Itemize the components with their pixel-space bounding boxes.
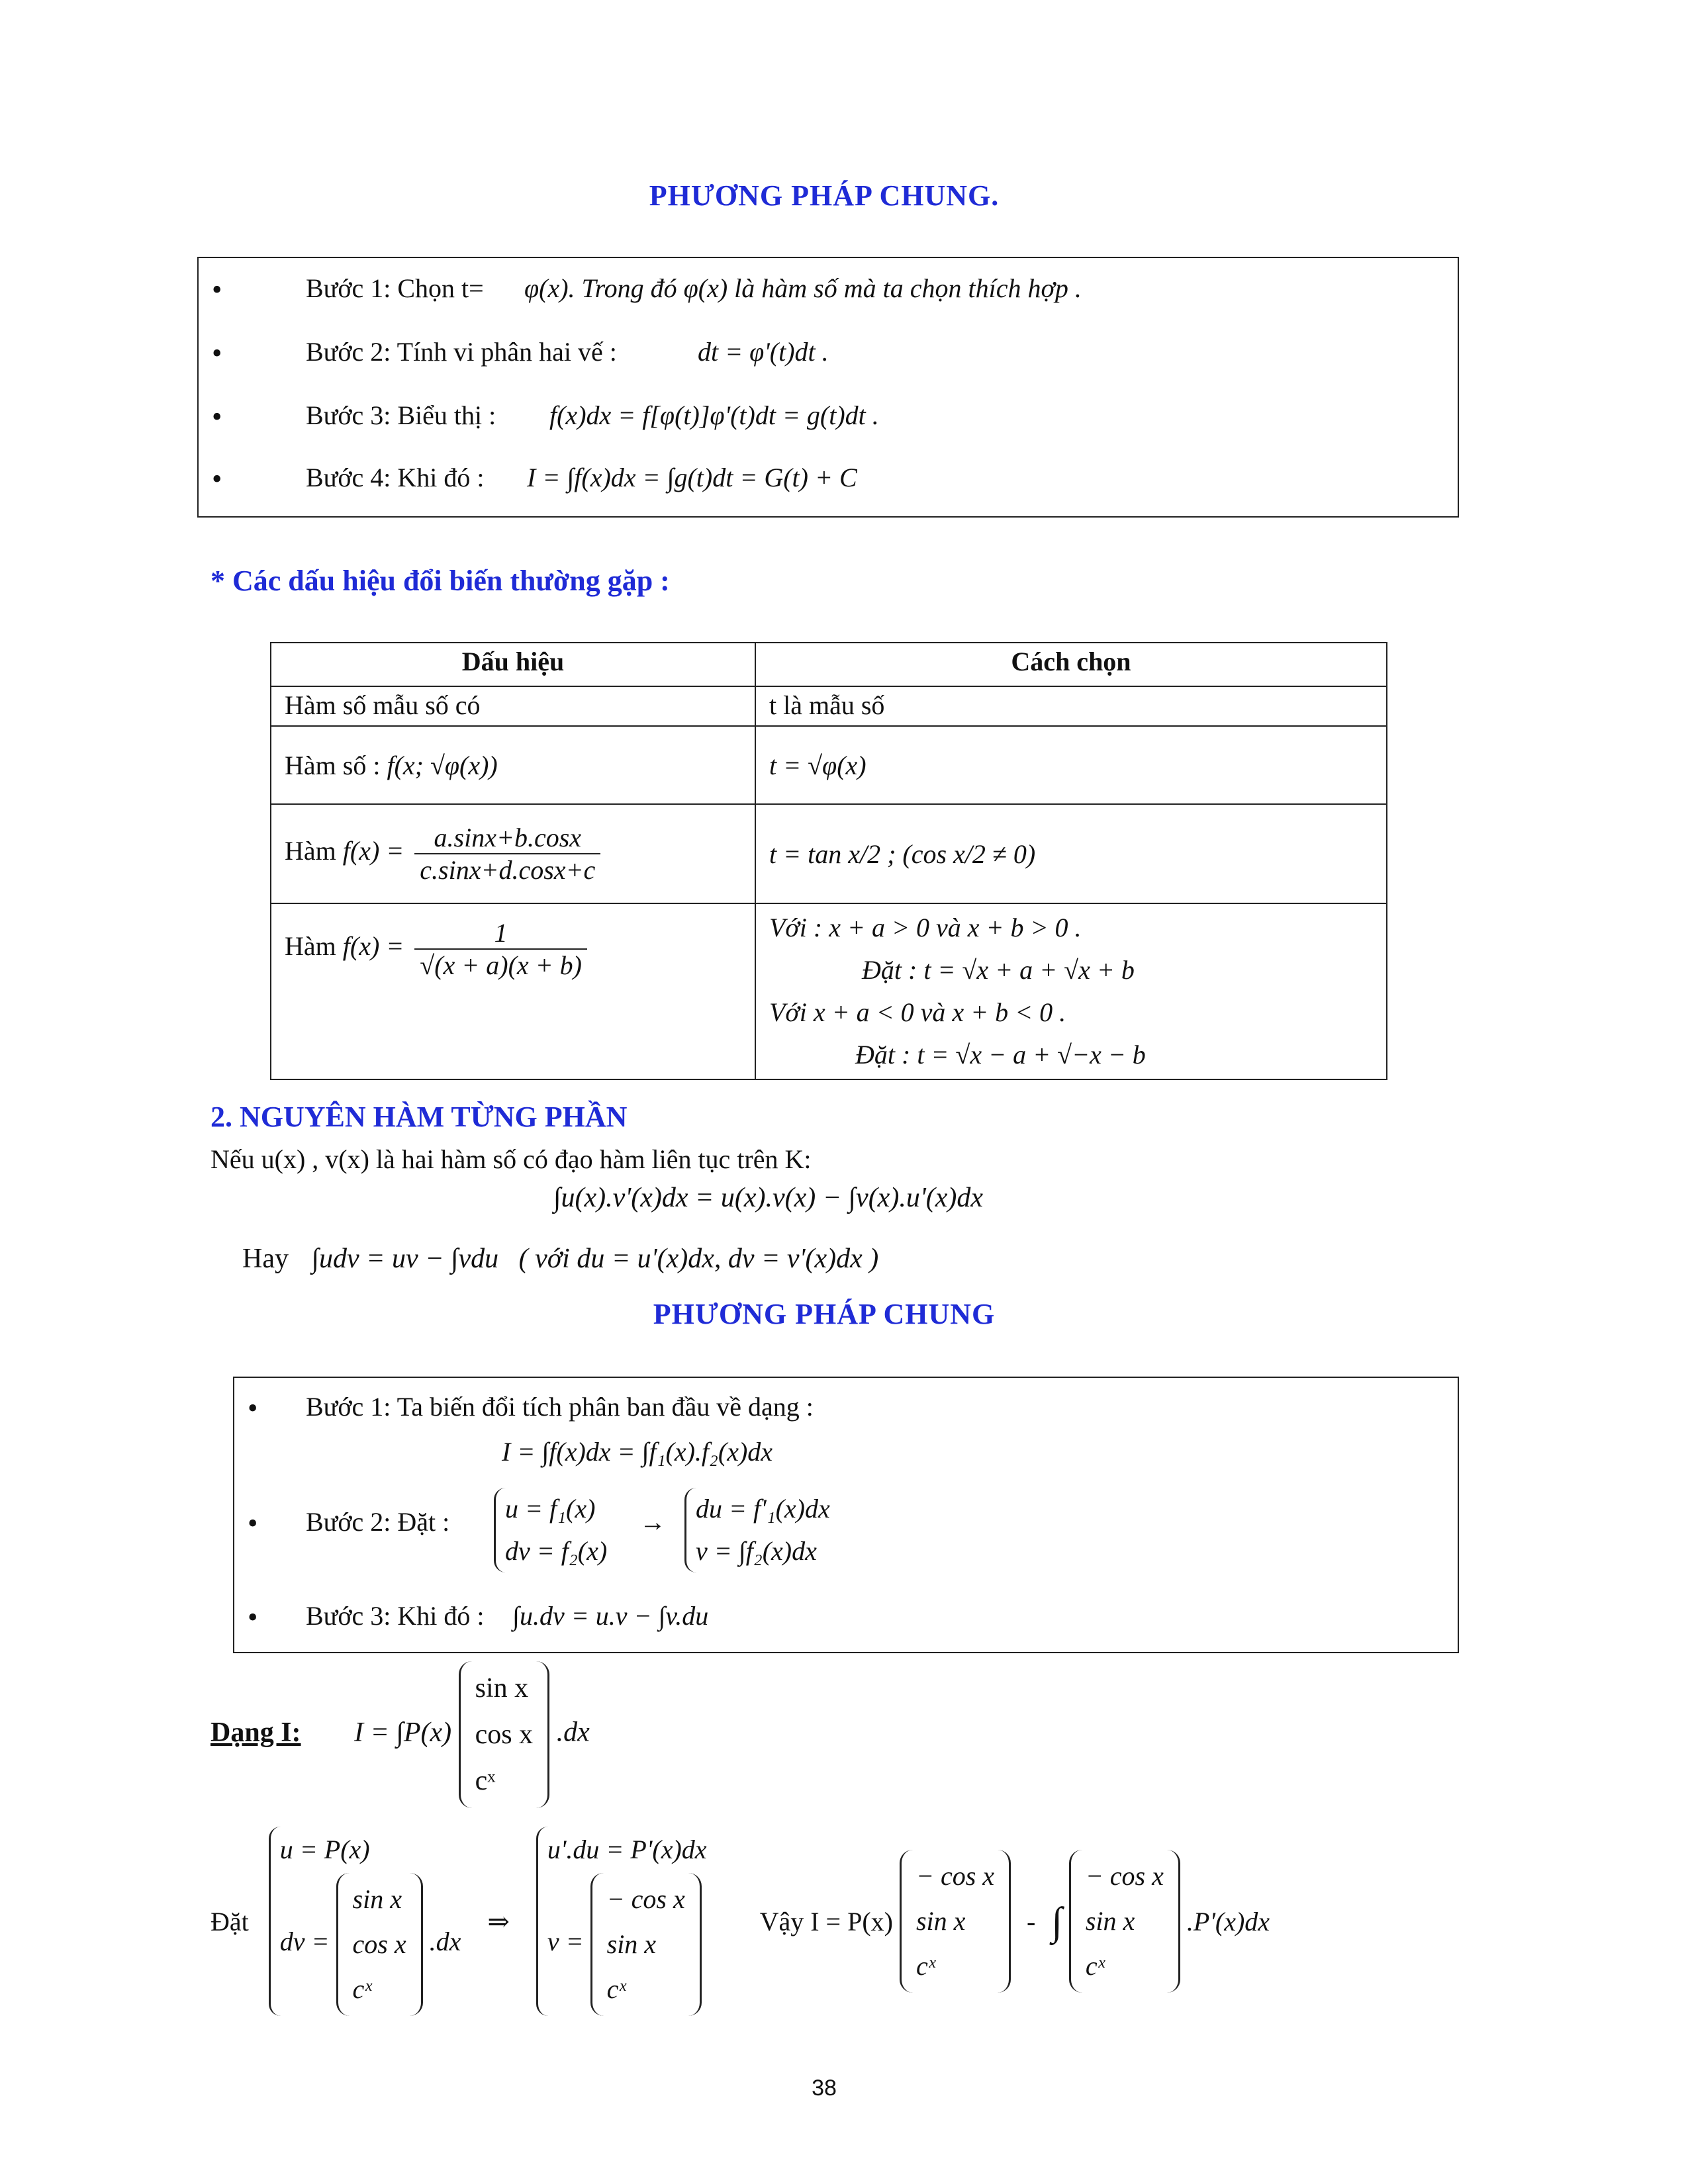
bullet-icon: • <box>248 1392 258 1424</box>
condition-line: Với : x + a > 0 và x + b > 0 . <box>769 913 1082 942</box>
system-line <box>280 1873 461 2016</box>
dx-text: .dx <box>556 1717 590 1748</box>
step-formula: I = ∫f(x)dx = ∫f₁(x).f₂(x)dx <box>502 1437 773 1467</box>
dv-label: dv = <box>279 1927 330 1957</box>
dx-text: .dx <box>429 1927 461 1957</box>
matrix-entry: sin x <box>606 1929 657 1959</box>
system-line: u = f₁(x) <box>505 1494 596 1524</box>
matrix-entry: cˣ <box>1085 1951 1105 1981</box>
right-system <box>684 1488 830 1572</box>
result-label: Vậy I = P(x) <box>759 1906 893 1936</box>
signs-table <box>270 642 1387 1080</box>
hay-line <box>242 1243 878 1275</box>
table-row <box>271 686 1387 726</box>
step-formula: ∫u.dv = u.v − ∫v.du <box>512 1601 709 1631</box>
hay-label: Hay <box>242 1244 289 1274</box>
matrix-entry: sin x <box>915 1906 966 1936</box>
fraction <box>414 822 600 886</box>
page-number: 38 <box>812 2075 837 2101</box>
condition-line: Với x + a < 0 và x + b < 0 . <box>769 997 1066 1027</box>
v-label: v = <box>547 1927 584 1957</box>
table-row <box>271 726 1387 804</box>
table-cell <box>271 726 755 804</box>
table-header: Dấu hiệu <box>271 643 755 686</box>
cell-label: Hàm <box>285 931 336 962</box>
cell-formula: f(x) = <box>342 931 404 962</box>
denominator: √(x + a)(x + b) <box>420 950 582 980</box>
hay-formula: ∫udv = uv − ∫vdu <box>311 1244 499 1274</box>
step-formula: f(x)dx = f[φ(t)]φ'(t)dt = g(t)dt . <box>549 400 879 430</box>
condition-line: Đặt : t = √x + a + √x + b <box>862 955 1135 985</box>
system-line: u = P(x) <box>279 1835 370 1864</box>
table-cell <box>271 903 755 1079</box>
step-formula: φ(x). Trong đó φ(x) là hàm số mà ta chọn thích hợp . <box>524 273 1082 303</box>
matrix-entry: − cos x <box>606 1884 685 1914</box>
table-row <box>271 903 1387 1079</box>
func-matrix <box>900 1850 1011 1993</box>
fraction <box>414 917 587 981</box>
dang1-label: Dạng I: <box>211 1717 301 1748</box>
dang1-row <box>211 1661 590 1808</box>
matrix-entry: cos x <box>475 1719 534 1750</box>
hay-note: ( với du = u'(x)dx, dv = v'(x)dx ) <box>518 1244 879 1274</box>
step-label: Bước 1: Ta biến đổi tích phân ban đầu về dạng : <box>306 1392 814 1422</box>
matrix-entry: cˣ <box>606 1974 626 2004</box>
left-system <box>494 1488 607 1572</box>
matrix-entry: sin x <box>475 1673 529 1704</box>
step-formula: dt = φ'(t)dt . <box>698 337 829 367</box>
integral-icon: ∫ <box>1051 1899 1062 1943</box>
func-matrix <box>459 1661 550 1808</box>
section-title-2: PHƯƠNG PHÁP CHUNG <box>653 1298 996 1330</box>
bullet-icon: • <box>212 463 222 495</box>
dat-row <box>211 1827 1270 2016</box>
step-label: Bước 3: Khi đó : <box>306 1601 485 1631</box>
method-box-2 <box>233 1377 1459 1653</box>
bullet-icon: • <box>212 400 222 433</box>
matrix-entry: sin x <box>1085 1906 1135 1936</box>
table-cell: t = √φ(x) <box>755 726 1387 804</box>
cell-label: Hàm <box>285 836 336 866</box>
system-line: u'.du = P'(x)dx <box>547 1835 707 1864</box>
bullet-icon: • <box>248 1507 258 1539</box>
numerator: 1 <box>414 917 587 950</box>
dat-label: Đặt <box>211 1906 249 1936</box>
implies-icon: ⇒ <box>487 1906 510 1936</box>
minus-sign: - <box>1027 1906 1036 1936</box>
func-matrix <box>590 1873 702 2016</box>
func-matrix <box>336 1873 423 2016</box>
step-label: Bước 2: Tính vi phân hai vế : <box>306 337 617 367</box>
denominator: c.sinx+d.cosx+c <box>420 855 596 885</box>
matrix-entry: cˣ <box>352 1974 372 2004</box>
step-label: Bước 3: Biểu thị : <box>306 400 496 430</box>
table-cell <box>755 903 1387 1079</box>
matrix-entry: cˣ <box>475 1766 496 1796</box>
table-cell <box>271 804 755 903</box>
cell-formula: f(x) = <box>342 836 404 866</box>
section-title-1: PHƯƠNG PHÁP CHUNG. <box>649 179 1000 212</box>
system-line <box>547 1873 707 2016</box>
method-box-1 <box>197 257 1459 518</box>
matrix-entry: cos x <box>352 1929 406 1959</box>
table-cell: t = tan x/2 ; (cos x/2 ≠ 0) <box>755 804 1387 903</box>
table-row <box>271 804 1387 903</box>
cell-formula: f(x; √φ(x)) <box>387 750 498 780</box>
bullet-icon: • <box>248 1601 258 1633</box>
matrix-entry: cˣ <box>915 1951 936 1981</box>
system-line: dv = f₂(x) <box>505 1536 608 1566</box>
left-system <box>269 1827 461 2016</box>
func-matrix <box>1069 1850 1180 1993</box>
system-line: du = f'₁(x)dx <box>696 1494 830 1524</box>
parts-formula: ∫u(x).v'(x)dx = u(x).v(x) − ∫v(x).u'(x)dx <box>553 1183 984 1213</box>
numerator: a.sinx+b.cosx <box>414 822 600 854</box>
table-header: Cách chọn <box>755 643 1387 686</box>
cell-label: Hàm số : <box>285 750 381 780</box>
tail-formula: .P'(x)dx <box>1186 1906 1270 1936</box>
step-formula: I = ∫f(x)dx = ∫g(t)dt = G(t) + C <box>527 463 857 492</box>
step-label: Bước 1: Chọn t= <box>306 273 484 303</box>
step-label: Bước 2: Đặt : <box>306 1507 450 1537</box>
table-cell: t là mẫu số <box>755 686 1387 726</box>
matrix-entry: − cos x <box>1085 1861 1164 1891</box>
table-cell: Hàm số mẫu số có <box>271 686 755 726</box>
condition-line: Đặt : t = √x − a + √−x − b <box>855 1040 1146 1069</box>
system-line: v = ∫f₂(x)dx <box>696 1536 817 1566</box>
matrix-entry: − cos x <box>915 1861 995 1891</box>
dang1-formula: I = ∫P(x) <box>354 1717 452 1748</box>
bullet-icon: • <box>212 273 222 306</box>
section-intro: Nếu u(x) , v(x) là hai hàm số có đạo hàm liên tục trên K: <box>211 1144 812 1174</box>
arrow-icon: → <box>639 1507 666 1537</box>
step-label: Bước 4: Khi đó : <box>306 463 485 492</box>
matrix-entry: sin x <box>352 1884 402 1914</box>
bullet-icon: • <box>212 337 222 369</box>
table-header-row <box>271 643 1387 686</box>
right-system <box>536 1827 707 2016</box>
section-heading-2: 2. NGUYÊN HÀM TỪNG PHẦN <box>211 1101 628 1133</box>
signs-heading: * Các dấu hiệu đổi biến thường gặp : <box>211 565 670 597</box>
